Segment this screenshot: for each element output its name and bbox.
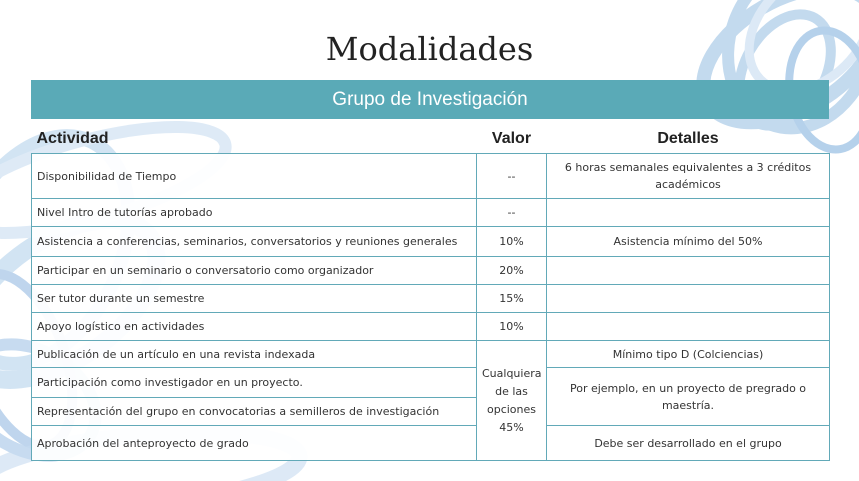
column-header-details: Detalles bbox=[657, 129, 719, 147]
grouped-value-line: Cualquiera bbox=[482, 366, 542, 380]
activity-cell: Ser tutor durante un semestre bbox=[32, 285, 477, 313]
activity-cell: Disponibilidad de Tiempo bbox=[32, 154, 477, 199]
activity-cell: Nivel Intro de tutorías aprobado bbox=[32, 199, 477, 227]
details-cell: 6 horas semanales equivalentes a 3 créditos académicos bbox=[547, 154, 830, 199]
activity-cell: Asistencia a conferencias, seminarios, conversatorios y reuniones generales bbox=[32, 227, 477, 257]
column-header-value: Valor bbox=[491, 129, 532, 147]
details-cell bbox=[547, 285, 830, 313]
table-header-row bbox=[32, 124, 830, 154]
details-cell bbox=[547, 199, 830, 227]
activity-cell: Aprobación del anteproyecto de grado bbox=[32, 426, 477, 461]
grouped-value-line: opciones bbox=[486, 402, 537, 416]
section-banner: Grupo de Investigación bbox=[31, 80, 829, 119]
table-row bbox=[32, 257, 830, 285]
table-row bbox=[32, 285, 830, 313]
value-cell: 10% bbox=[477, 227, 547, 257]
details-cell: Asistencia mínimo del 50% bbox=[547, 227, 830, 257]
table-row bbox=[32, 227, 830, 257]
activity-cell: Participación como investigador en un proyecto. bbox=[32, 368, 477, 398]
details-cell bbox=[547, 257, 830, 285]
activity-cell: Representación del grupo en convocatorias a semilleros de investigación bbox=[32, 398, 477, 426]
details-cell bbox=[547, 313, 830, 341]
value-cell: -- bbox=[477, 154, 547, 199]
page-title: Modalidades bbox=[325, 30, 534, 68]
modalities-table bbox=[31, 124, 830, 461]
value-cell: 20% bbox=[477, 257, 547, 285]
table-row bbox=[32, 368, 830, 398]
value-cell: 10% bbox=[477, 313, 547, 341]
activity-cell: Apoyo logístico en actividades bbox=[32, 313, 477, 341]
details-cell: Por ejemplo, en un proyecto de pregrado o maestría. bbox=[547, 368, 830, 426]
table-row bbox=[32, 313, 830, 341]
details-cell: Mínimo tipo D (Colciencias) bbox=[547, 341, 830, 368]
value-cell: 15% bbox=[477, 285, 547, 313]
grouped-value-percent: 45% bbox=[499, 420, 524, 434]
details-cell: Debe ser desarrollado en el grupo bbox=[547, 426, 830, 461]
grouped-value-line: de las bbox=[495, 384, 528, 398]
grouped-value-cell bbox=[477, 341, 547, 461]
value-cell: -- bbox=[477, 199, 547, 227]
activity-cell: Publicación de un artículo en una revista indexada bbox=[32, 341, 477, 368]
activity-cell: Participar en un seminario o conversatorio como organizador bbox=[32, 257, 477, 285]
table-row bbox=[32, 199, 830, 227]
table-row bbox=[32, 154, 830, 199]
table-row bbox=[32, 426, 830, 461]
table-row bbox=[32, 341, 830, 368]
column-header-activity: Actividad bbox=[36, 129, 109, 147]
